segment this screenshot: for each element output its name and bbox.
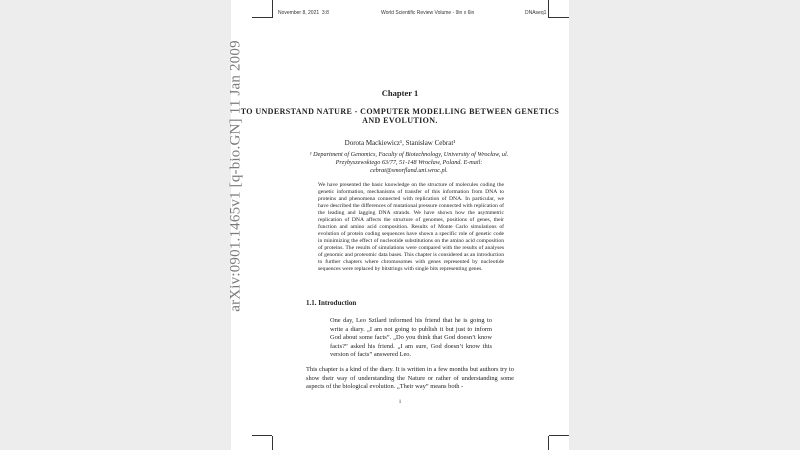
- header-volume: World Scientific Review Volume - 9in x 6in: [381, 10, 475, 16]
- crop-mark: [548, 0, 549, 18]
- paper-title: TO UNDERSTAND NATURE - COMPUTER MODELLING BETWEEN GENETICS AND EVOLUTION.: [240, 107, 560, 125]
- chapter-label: Chapter 1: [381, 88, 419, 98]
- arxiv-stamp: arXiv:0901.1465v1 [q-bio.GN] 11 Jan 2009: [227, 40, 244, 312]
- authors: Dorota Mackiewicz¹, Stanisław Cebrat¹: [344, 139, 456, 147]
- crop-mark: [549, 435, 569, 436]
- header-code: DNAseq1: [525, 10, 547, 16]
- crop-mark: [272, 436, 273, 450]
- section-heading: 1.1. Introduction: [306, 299, 357, 307]
- body-paragraph: This chapter is a kind of the diary. It is written in a few months but authors try to show their way of understanding the Nature or rather of understanding some aspects of the biological evolution. „Their way” means both -: [306, 366, 514, 391]
- crop-mark: [272, 0, 273, 18]
- header-date: November 8, 2021 3:8: [278, 10, 329, 16]
- abstract: We have presented the basic knowledge on the structure of molecules coding the genetic information, mechanisms of transfer of this information from DNA to proteins and phenomena connected with replication of DNA. In particular, we have described the differences of mutational pressure connected with replication of the leading and lagging DNA strands. We have shown how the asymmetric replication of DNA affects the structure of genomes, positions of genes, their function and amino acid composition. Results of Monte Carlo simulations of evolution of protein coding sequences have shown a specific role of genetic code in minimizing the effect of nucleotide substitutions on the amino acid composition of proteins. The results of simulations were compared with the results of analyses of genomic and proteomic data bases. This chapter is considered as an introduction to further chapters where chromosomes with genes represented by nucleotide sequences were replaced by bitstrings with single bits representing genes.: [318, 182, 504, 272]
- crop-mark: [549, 17, 569, 18]
- crop-mark: [252, 435, 272, 436]
- crop-mark: [548, 436, 549, 450]
- crop-mark: [252, 17, 272, 18]
- page-number: 1: [398, 400, 402, 405]
- affiliation: ¹ Department of Genomics, Faculty of Biotechnology, University of Wrocław, ul. Przybyszewskiego 63/77, 51-148 Wrocław, Poland. E-mail: cebrat@smorfland.uni.wroc.pl.: [309, 151, 509, 174]
- quote-paragraph: One day, Leo Szilard informed his friend that he is going to write a diary. „I am not going to publish it but just to inform God about some facts”. „Do you think that God doesn’t know facts?” asked his friend. „I am sure, God doesn’t know this version of facts” answered Leo.: [330, 317, 492, 359]
